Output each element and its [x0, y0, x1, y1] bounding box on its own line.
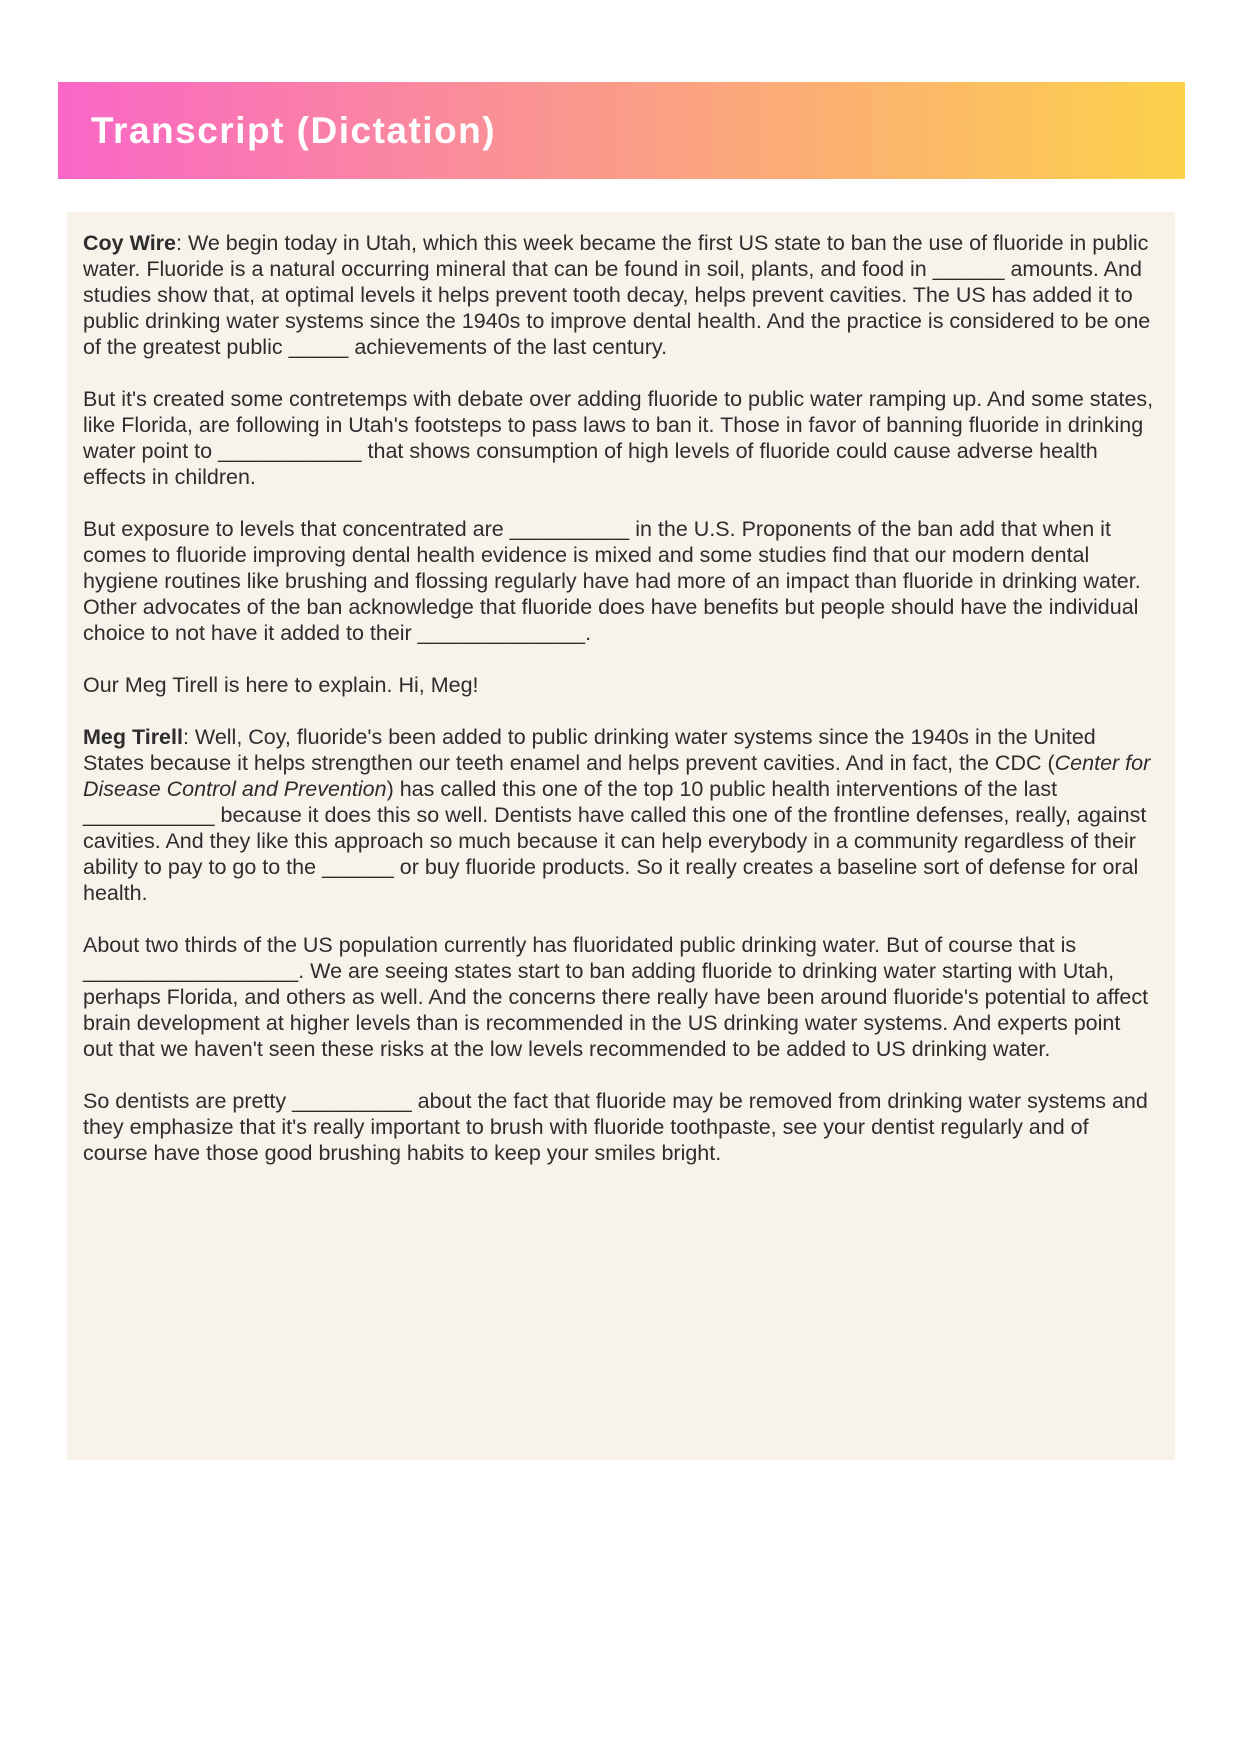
transcript-paragraph	[83, 932, 1155, 1062]
title-banner	[58, 82, 1185, 179]
transcript-paragraph	[83, 516, 1155, 646]
transcript-text: : Well, Coy, fluoride's been added to public drinking water systems since the 1940s in the United States because it helps strengthen our teeth enamel and helps prevent cavities. And in fact, the CDC (	[83, 725, 1096, 775]
transcript-paragraph	[83, 1088, 1155, 1166]
transcript-paragraph	[83, 386, 1155, 490]
speaker-label: Coy Wire	[83, 231, 176, 255]
transcript-text: : We begin today in Utah, which this week became the first US state to ban the use of fluoride in public water. Fluoride is a natural occurring mineral that can be found in soil, plants, and food in ______ amounts. And studies show that, at optimal levels it helps prevent tooth decay, helps prevent cavities. The US has added it to public drinking water systems since the 1940s to improve dental health. And the practice is considered to be one of the greatest public _____ achievements of the last century.	[83, 231, 1151, 359]
transcript-paragraph	[83, 724, 1155, 906]
transcript-text: ) has called this one of the top 10 public health interventions of the last ___________ because it does this so well. Dentists have called this one of the frontline defenses, really, against cavities. And they like this approach so much because it can help everybody in a community regardless of their ability to pay to go to the ______ or buy fluoride products. So it really creates a baseline sort of defense for oral health.	[83, 777, 1147, 905]
speaker-label: Meg Tirell	[83, 725, 183, 749]
transcript-paragraph	[83, 230, 1155, 360]
transcript-text: Our Meg Tirell is here to explain. Hi, Meg!	[83, 673, 479, 697]
page-title: Transcript (Dictation)	[91, 109, 497, 151]
transcript-body	[67, 212, 1175, 1460]
transcript-paragraph	[83, 672, 1155, 698]
italic-text: Center for Disease Control and Prevention	[83, 751, 1151, 801]
transcript-text: So dentists are pretty __________ about the fact that fluoride may be removed from drinking water systems and they emphasize that it's really important to brush with fluoride toothpaste, see your dentist regularly and of course have those good brushing habits to keep your smiles bright.	[83, 1089, 1148, 1165]
transcript-text: But exposure to levels that concentrated are __________ in the U.S. Proponents of the ban add that when it comes to fluoride improving dental health evidence is mixed and some studies find that our modern dental hygiene routines like brushing and flossing regularly have had more of an impact than fluoride in drinking water. Other advocates of the ban acknowledge that fluoride does have benefits but people should have the individual choice to not have it added to their ______________.	[83, 517, 1141, 645]
transcript-text: But it's created some contretemps with debate over adding fluoride to public water ramping up. And some states, like Florida, are following in Utah's footsteps to pass laws to ban it. Those in favor of banning fluoride in drinking water point to ____________ that shows consumption of high levels of fluoride could cause adverse health effects in children.	[83, 387, 1154, 489]
transcript-text: About two thirds of the US population currently has fluoridated public drinking water. But of course that is __________________. We are seeing states start to ban adding fluoride to drinking water starting with Utah, perhaps Florida, and others as well. And the concerns there really have been around fluoride's potential to affect brain development at higher levels than is recommended in the US drinking water systems. And experts point out that we haven't seen these risks at the low levels recommended to be added to US drinking water.	[83, 933, 1149, 1061]
